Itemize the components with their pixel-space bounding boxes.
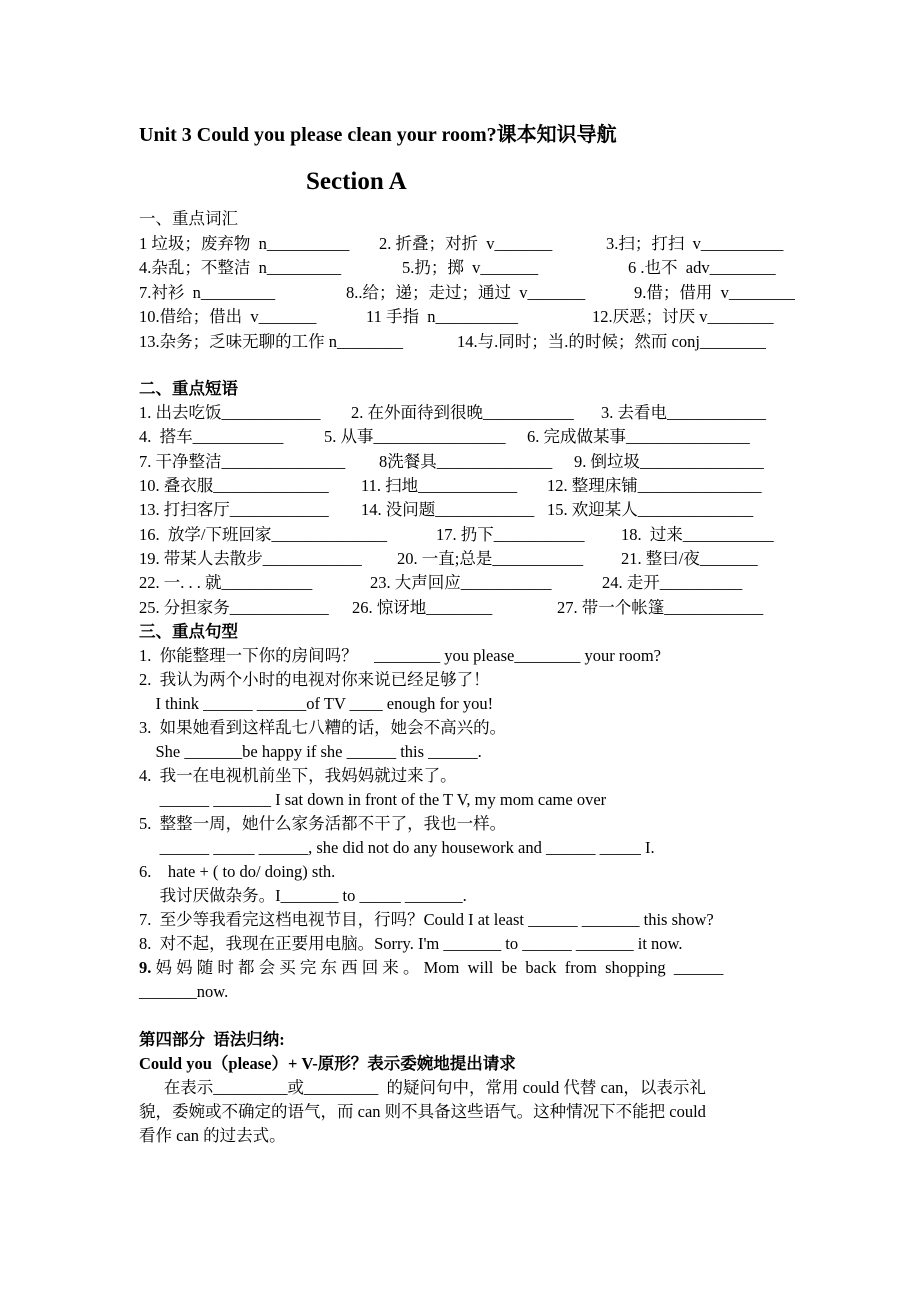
sentence-line: 8. 对不起，我现在正要用电脑。Sorry. I'm _______ to ______ _______ it now. bbox=[139, 934, 683, 953]
phrase-item: 8洗餐具______________ bbox=[379, 452, 553, 471]
sentence-line: 7. 至少等我看完这档电视节目，行吗？Could I at least ______ _______ this show? bbox=[139, 910, 714, 929]
sentence-line bbox=[139, 957, 723, 979]
phrase-item: 11. 扫地____________ bbox=[361, 476, 518, 495]
phrase-item: 23. 大声回应___________ bbox=[370, 573, 552, 592]
vocab-item: 13.杂务；乏味无聊的工作 n________ bbox=[139, 332, 403, 351]
sentence-line: ______ _______ I sat down in front of the T V, my mom came over bbox=[139, 790, 607, 809]
grammar-line: 貌，委婉或不确定的语气，而 can 则不具备这些语气。这种情况下不能把 could bbox=[139, 1102, 706, 1121]
sentence-number: 9. bbox=[139, 958, 152, 977]
phrase-item: 18. 过来___________ bbox=[621, 525, 774, 544]
section-heading: Section A bbox=[306, 168, 407, 195]
sentence-line: 2. 我认为两个小时的电视对你来说已经足够了！ bbox=[139, 670, 490, 689]
phrase-item: 13. 打扫客厅____________ bbox=[139, 500, 329, 519]
phrase-item: 26. 惊讶地________ bbox=[352, 598, 493, 617]
phrase-item: 4. 搭车___________ bbox=[139, 427, 284, 446]
phrase-item: 16. 放学/下班回家______________ bbox=[139, 525, 387, 544]
vocab-item: 9.借；借用 v________ bbox=[634, 283, 795, 302]
phrase-item: 25. 分担家务____________ bbox=[139, 598, 329, 617]
phrase-item: 14. 没问题____________ bbox=[361, 500, 535, 519]
phrase-item: 19. 带某人去散步____________ bbox=[139, 549, 362, 568]
vocab-item: 2. 折叠；对折 v_______ bbox=[379, 234, 553, 253]
phrase-item: 12. 整理床铺_______________ bbox=[547, 476, 762, 495]
vocab-item: 11 手指 n__________ bbox=[366, 307, 519, 326]
grammar-line: 看作 can 的过去式。 bbox=[139, 1126, 286, 1145]
vocab-item: 10.借给；借出 v_______ bbox=[139, 307, 317, 326]
vocab-item: 14.与.同时；当.的时候；然而 conj________ bbox=[457, 332, 766, 351]
grammar-subheading: Could you（please）+ V-原形？表示委婉地提出请求 bbox=[139, 1054, 516, 1073]
phrase-item: 20. 一直;总是___________ bbox=[397, 549, 584, 568]
phrase-item: 10. 叠衣服______________ bbox=[139, 476, 329, 495]
sentence-line: 我讨厌做杂务。I_______ to _____ _______. bbox=[139, 886, 467, 905]
sentence-text: 妈 妈 随 时 都 会 买 完 东 西 回 来 。 Mom will be back from shopping ______ bbox=[151, 958, 724, 977]
phrase-item: 9. 倒垃圾_______________ bbox=[574, 452, 764, 471]
vocab-item: 5.扔；掷 v_______ bbox=[402, 258, 539, 277]
grammar-heading: 第四部分 语法归纳: bbox=[139, 1030, 285, 1049]
phrase-item: 22. 一. . . 就___________ bbox=[139, 573, 313, 592]
sentence-line: 1. 你能整理一下你的房间吗？ ________ you please________ your room? bbox=[139, 646, 661, 665]
vocab-item: 3.扫；打扫 v__________ bbox=[606, 234, 784, 253]
vocab-item: 6 .也不 adv________ bbox=[628, 258, 776, 277]
vocab-item: 12.厌恶；讨厌 v________ bbox=[592, 307, 774, 326]
vocab-heading: 一、重点词汇 bbox=[139, 209, 238, 228]
phrase-item: 7. 干净整洁_______________ bbox=[139, 452, 346, 471]
sentence-line: 3. 如果她看到这样乱七八糟的话，她会不高兴的。 bbox=[139, 718, 507, 737]
vocab-item: 8..给；递；走过；通过 v_______ bbox=[346, 283, 586, 302]
phrase-item: 1. 出去吃饭____________ bbox=[139, 403, 321, 422]
sentences-heading: 三、重点句型 bbox=[139, 622, 238, 641]
phrase-item: 24. 走开__________ bbox=[602, 573, 743, 592]
sentence-line: I think ______ ______of TV ____ enough for you! bbox=[139, 694, 494, 713]
sentence-line: She _______be happy if she ______ this ______. bbox=[139, 742, 482, 761]
phrase-item: 15. 欢迎某人______________ bbox=[547, 500, 754, 519]
phrase-item: 5. 从事________________ bbox=[324, 427, 506, 446]
vocab-item: 1 垃圾；废弃物 n__________ bbox=[139, 234, 350, 253]
phrase-item: 21. 整曰/夜_______ bbox=[621, 549, 758, 568]
phrase-item: 3. 去看电____________ bbox=[601, 403, 766, 422]
phrase-item: 2. 在外面待到很晚___________ bbox=[351, 403, 574, 422]
phrase-item: 17. 扔下___________ bbox=[436, 525, 585, 544]
sentence-line: 5. 整整一周，她什么家务活都不干了，我也一样。 bbox=[139, 814, 507, 833]
sentence-line: ______ _____ ______, she did not do any housework and ______ _____ I. bbox=[139, 838, 655, 857]
grammar-line: 在表示_________或_________ 的疑问句中，常用 could 代替 can，以表示礼 bbox=[139, 1078, 706, 1097]
sentence-line: _______now. bbox=[139, 982, 229, 1001]
document-title: Unit 3 Could you please clean your room?课本知识导航 bbox=[139, 124, 617, 146]
vocab-item: 4.杂乱；不整洁 n_________ bbox=[139, 258, 342, 277]
sentence-line: 6. hate + ( to do/ doing) sth. bbox=[139, 862, 336, 881]
vocab-item: 7.衬衫 n_________ bbox=[139, 283, 276, 302]
phrase-item: 6. 完成做某事_______________ bbox=[527, 427, 750, 446]
phrases-heading: 二、重点短语 bbox=[139, 379, 238, 398]
sentence-line: 4. 我一在电视机前坐下，我妈妈就过来了。 bbox=[139, 766, 457, 785]
phrase-item: 27. 带一个帐篷____________ bbox=[557, 598, 764, 617]
